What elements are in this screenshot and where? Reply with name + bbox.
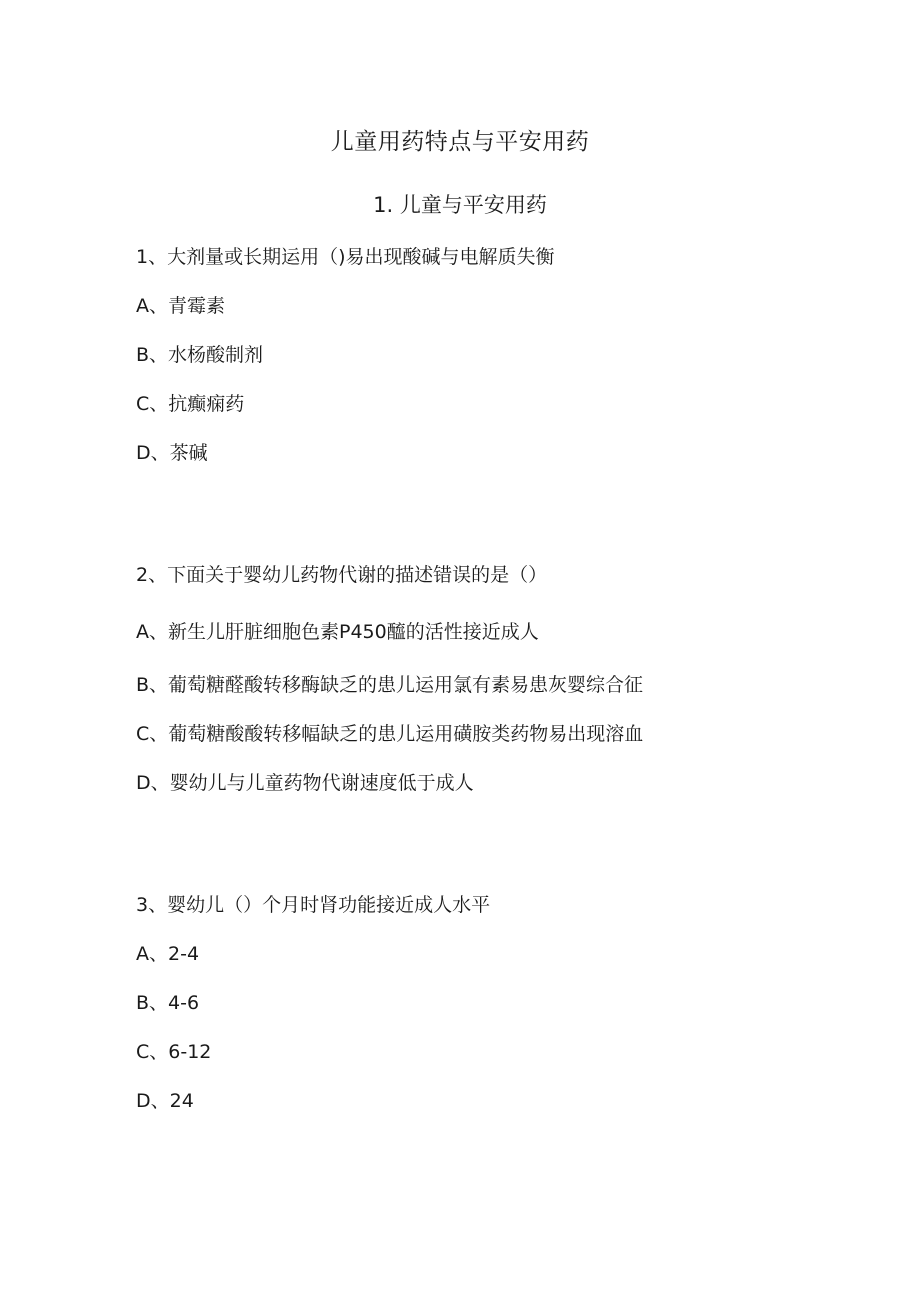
option-c: C、葡萄糖酸酸转移幅缺乏的患儿运用磺胺类药物易出现溶血 [136,723,644,745]
option-d: D、24 [136,1090,194,1112]
option-b: B、4-6 [136,992,200,1014]
option-a: A、新生儿肝脏细胞色素P450醯的活性接近成人 [136,621,539,643]
question-stem: 2、下面关于婴幼儿药物代谢的描述错误的是（） [136,564,548,586]
question-stem: 3、婴幼儿（）个月时肾功能接近成人水平 [136,894,491,916]
option-d: D、茶碱 [136,442,208,464]
option-d: D、婴幼儿与儿童药物代谢速度低于成人 [136,772,474,794]
option-b: B、葡萄糖醛酸转移酶缺乏的患儿运用氯有素易患灰婴综合征 [136,674,644,696]
option-c: C、抗癫痫药 [136,393,245,415]
section-heading: 1. 儿童与平安用药 [373,193,547,217]
option-a: A、2-4 [136,943,200,965]
question-stem: 1、大剂量或长期运用（)易出现酸碱与电解质失衡 [136,246,555,268]
option-c: C、6-12 [136,1041,212,1063]
option-a: A、青霉素 [136,295,225,317]
document-title: 儿童用药特点与平安用药 [330,129,590,155]
option-b: B、水杨酸制剂 [136,344,264,366]
